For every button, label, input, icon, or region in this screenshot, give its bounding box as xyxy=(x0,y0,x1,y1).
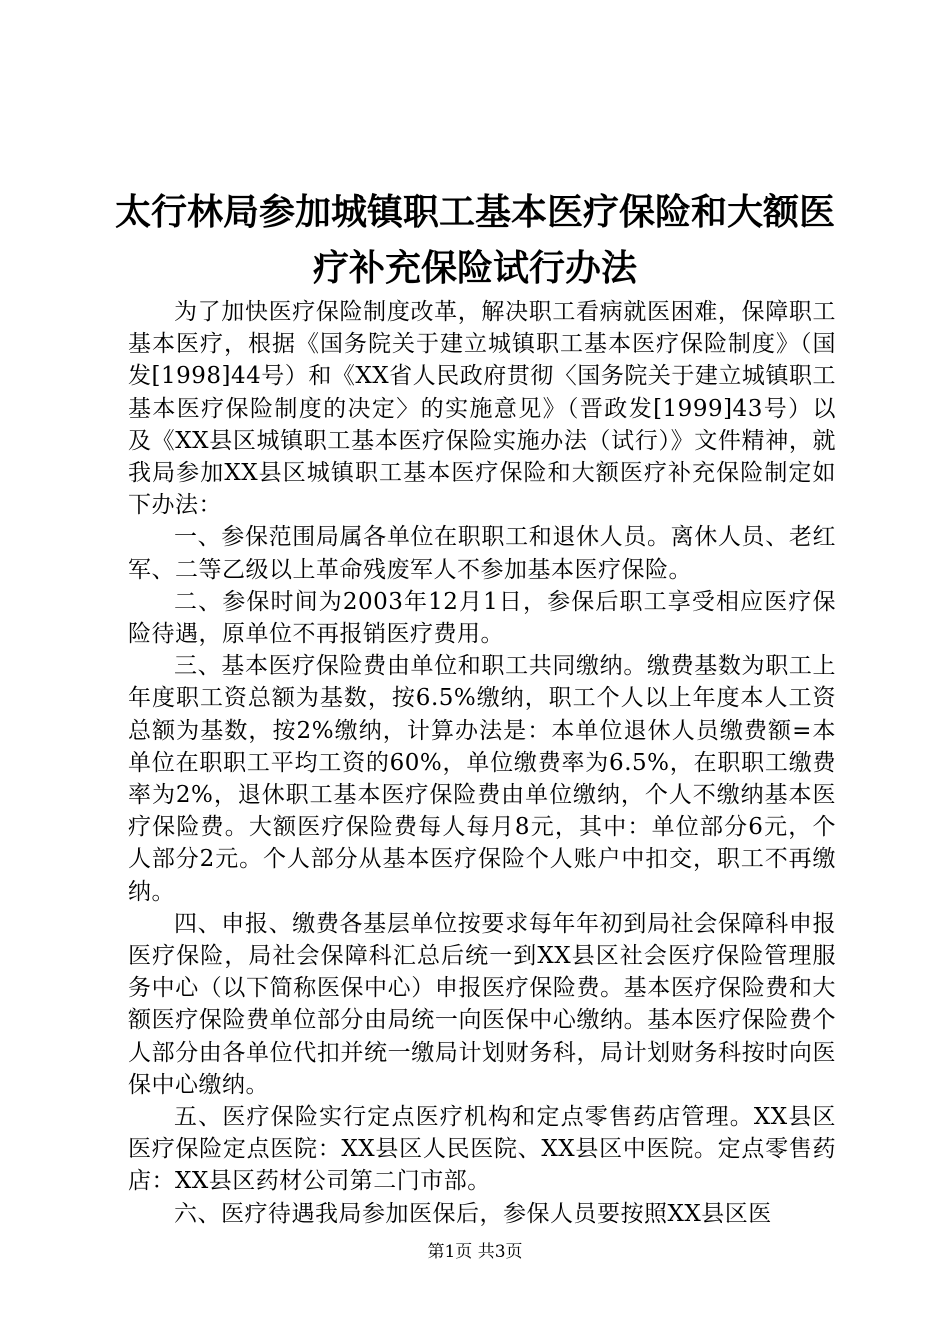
document-title-line-2: 疗补充保险试行办法 xyxy=(312,247,637,289)
paragraph-scope: 一、参保范围局属各单位在职职工和退休人员。离休人员、老红军、二等乙级以上革命残废军人不参加基本医疗保险。 xyxy=(128,524,836,583)
document-body xyxy=(128,296,836,1230)
paragraph-contributions: 三、基本医疗保险费由单位和职工共同缴纳。缴费基数为职工上年度职工资总额为基数，按6.5%缴纳，职工个人以上年度本人工资总额为基数，按2%缴纳，计算办法是：本单位退休人员缴费额=本单位在职职工平均工资的60%，单位缴费率为6.5%，在职职工缴费率为2%，退休职工基本医疗保险费由单位缴纳，个人不缴纳基本医疗保险费。大额医疗保险费每人每月8元，其中：单位部分6元，个人部分2元。个人部分从基本医疗保险个人账户中扣交，职工不再缴纳。 xyxy=(128,653,836,905)
paragraph-declaration-payment: 四、申报、缴费各基层单位按要求每年年初到局社会保障科申报医疗保险，局社会保障科汇总后统一到XX县区社会医疗保险管理服务中心（以下简称医保中心）申报医疗保险费。基本医疗保险费和大额医疗保险费单位部分由局统一向医保中心缴纳。基本医疗保险费个人部分由各单位代扣并统一缴局计划财务科，局计划财务科按时向医保中心缴纳。 xyxy=(128,910,836,1098)
document-title-line-1: 太行林局参加城镇职工基本医疗保险和大额医 xyxy=(114,191,835,233)
paragraph-designated-providers: 五、医疗保险实行定点医疗机构和定点零售药店管理。XX县区医疗保险定点医院：XX县区人民医院、XX县区中医院。定点零售药店：XX县区药材公司第二门市部。 xyxy=(128,1104,836,1195)
paragraph-medical-benefits: 六、医疗待遇我局参加医保后，参保人员要按照XX县区医 xyxy=(174,1200,772,1227)
paragraph-enrollment-time: 二、参保时间为2003年12月1日，参保后职工享受相应医疗保险待遇，原单位不再报销医疗费用。 xyxy=(128,588,836,648)
page-number-footer: 第1页 共3页 xyxy=(427,1242,523,1262)
paragraph-intro: 为了加快医疗保险制度改革，解决职工看病就医困难，保障职工基本医疗，根据《国务院关于建立城镇职工基本医疗保险制度》（国发[1998]44号）和《XX省人民政府贯彻〈国务院关于建立城镇职工基本医疗保险制度的决定〉的实施意见》（晋政发[1999]43号）以及《XX县区城镇职工基本医疗保险实施办法（试行）》文件精神，就我局参加XX县区城镇职工基本医疗保险和大额医疗补充保险制定如下办法： xyxy=(128,299,836,519)
